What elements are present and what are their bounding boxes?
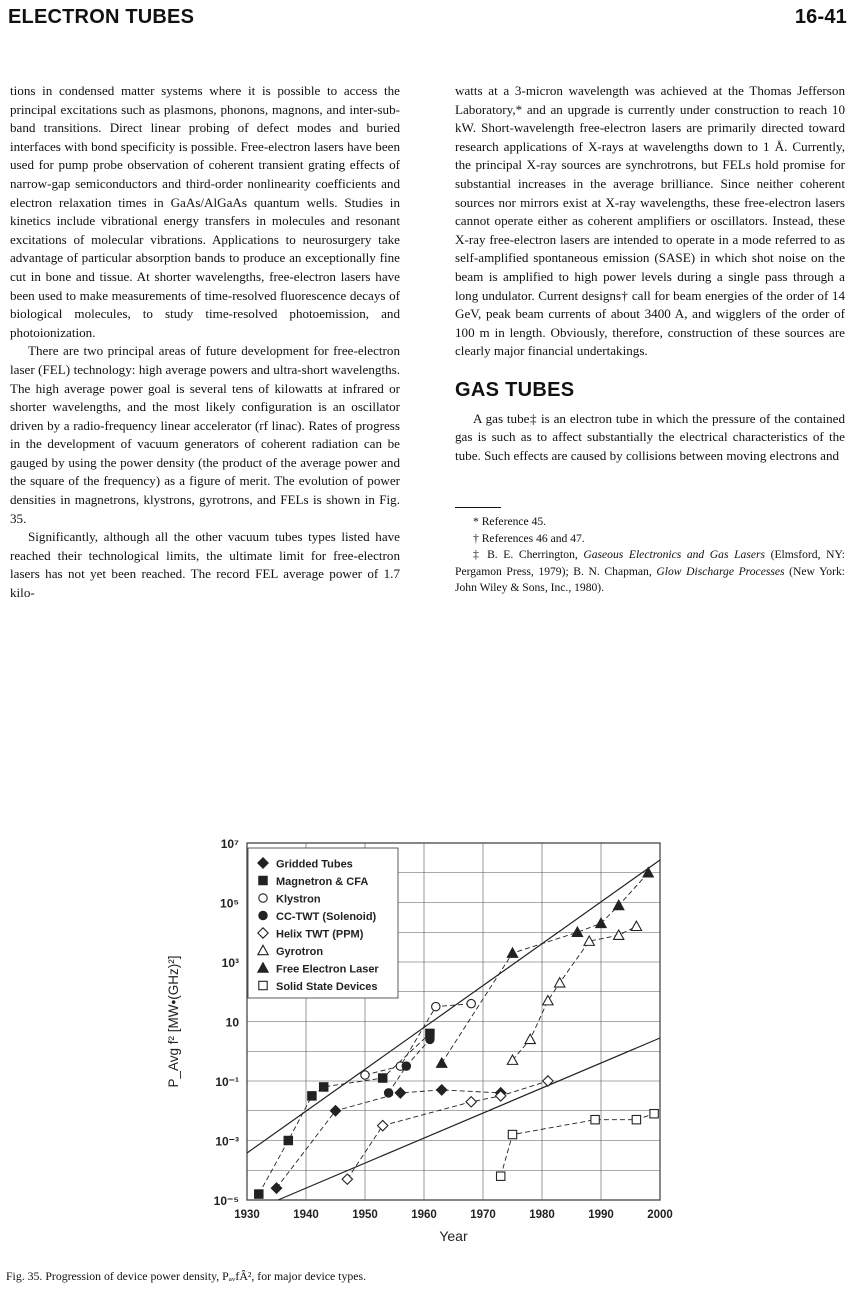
y-tick-label: 10⁻¹ xyxy=(215,1075,239,1089)
series-line xyxy=(365,1004,471,1075)
data-point xyxy=(255,1190,263,1198)
legend-label: Gyrotron xyxy=(276,946,324,958)
data-point xyxy=(596,918,606,927)
data-point xyxy=(632,1115,640,1123)
series-line xyxy=(347,1081,548,1179)
x-tick-label: 1950 xyxy=(352,1209,378,1221)
series-group xyxy=(497,1110,659,1181)
y-tick-label: 10⁻⁵ xyxy=(213,1194,239,1208)
y-tick-label: 10³ xyxy=(221,956,239,970)
running-header xyxy=(8,6,847,32)
data-point xyxy=(361,1071,369,1079)
data-point xyxy=(525,1034,535,1043)
footnote-title: Glow Discharge Processes xyxy=(656,564,785,578)
x-tick-label: 1940 xyxy=(293,1209,319,1221)
header-page-number: 16-41 xyxy=(794,6,847,28)
data-point xyxy=(342,1174,352,1184)
section-heading: GAS TUBES xyxy=(455,378,575,401)
data-point xyxy=(320,1083,328,1091)
footnote: † References 46 and 47. xyxy=(473,531,585,545)
series-group xyxy=(507,921,641,1064)
legend-label: Magnetron & CFA xyxy=(276,876,369,888)
left-column xyxy=(10,82,400,603)
footnotes xyxy=(455,514,845,597)
data-point xyxy=(543,995,553,1004)
data-point xyxy=(259,981,267,989)
data-point xyxy=(643,868,653,877)
legend-label: Gridded Tubes xyxy=(276,858,353,871)
paragraph: tions in condensed matter systems where it is possible to access the principal excitations such as plasmons, phonons, magnons, and inter-sub-band transitions. Direct linear probing of defect modes and buried interfaces with bond specificity is possible. Free-electron lasers have been used for pump probe observation of coherent transient grating effects of narrow-gap semiconductors and third-order nonlinearity coefficients and electron relaxation times in GaAs/AlGaAs quantum wells. Studies in kinetics include vibrational energy transfers in molecules and resonant excitations of molecular vibrations. Applications to neurosurgery take advantage of particular absorption bands to produce an exceptionally fine cut in bone and tissue. At shorter wavelengths, free-electron lasers have been used to make measurements of time-resolved fluorescence decays of biological molecules, to study time-resolved photoemission, and photoionization. xyxy=(10,83,400,340)
data-point xyxy=(614,900,624,909)
y-tick-label: 10 xyxy=(225,1015,239,1030)
data-point xyxy=(308,1092,316,1100)
x-tick-label: 1970 xyxy=(470,1209,496,1221)
series-group xyxy=(437,868,654,1068)
series-group xyxy=(384,1035,434,1097)
footnote-text: (New York: John Wiley & Sons, Inc., 1980). xyxy=(455,564,845,595)
legend-label: Klystron xyxy=(276,893,321,906)
series-line xyxy=(501,1114,654,1177)
series-group xyxy=(361,999,476,1079)
data-point xyxy=(591,1115,599,1123)
x-tick-label: 1930 xyxy=(234,1209,260,1221)
data-point xyxy=(508,1130,516,1138)
paragraph: watts at a 3-micron wavelength was achieved at the Thomas Jefferson Laboratory,* and an upgrade is currently under construction to reach 10 kW. Short-wavelength free-electron lasers are primarily directed toward research applications of X-rays at wavelengths down to 1 Å. Currently, the principal X-ray sources are synchrotrons, but FELs hold promise for substantial increases in the average brilliance. Since neither coherent sources nor mirrors exist at X-ray wavelengths, these free-electron lasers cannot operate either as coherent amplifiers or oscillators. Instead, these X-ray free-electron lasers are intended to operate in a mode referred to as self-amplified spontaneous emission (SASE) in which shot noise on the beam is amplified to high power levels during a single pass through a long undulator. Current designs† call for beam energies of the order of 14 GeV, peak beam currents of about 3400 A, and wigglers of the order of 100 m in length. Obviously, therefore, construction of these sources are clearly major financial undertakings. xyxy=(455,83,845,359)
legend-label: Solid State Devices xyxy=(276,981,378,993)
data-point xyxy=(507,1055,517,1064)
x-axis-label: Year xyxy=(439,1228,468,1244)
data-point xyxy=(395,1088,405,1098)
paragraph: Significantly, although all the other vacuum tubes types listed have reached their technological limits, the ultimate limit for free-electron lasers has not yet been reached. The record FEL average power of 1.7 kilo- xyxy=(10,529,400,601)
data-point xyxy=(467,999,475,1007)
data-point xyxy=(378,1120,388,1130)
header-section-title: ELECTRON TUBES xyxy=(8,6,195,28)
legend-label: CC-TWT (Solenoid) xyxy=(276,911,377,923)
x-tick-label: 1980 xyxy=(529,1209,555,1221)
chart-legend xyxy=(248,848,398,998)
data-point xyxy=(631,921,641,930)
y-axis-label: P_Avg f² [MW•(GHz)²] xyxy=(166,955,181,1088)
data-point xyxy=(259,911,267,919)
footnote-rule xyxy=(455,507,501,508)
series-line xyxy=(277,1090,501,1188)
data-point xyxy=(259,894,267,902)
y-tick-label: 10⁷ xyxy=(220,838,239,851)
y-tick-label: 10⁵ xyxy=(220,896,239,911)
data-point xyxy=(384,1089,392,1097)
chart-axes xyxy=(166,838,673,1244)
legend-box xyxy=(248,848,398,998)
right-column xyxy=(455,82,845,597)
data-point xyxy=(271,1183,281,1193)
legend-label: Free Electron Laser xyxy=(276,963,379,976)
paragraph: A gas tube‡ is an electron tube in which the pressure of the contained gas is such as to affect substantially the electrical characteristics of the tube. Such effects are caused by collisions between moving electrons and xyxy=(455,410,845,463)
data-point xyxy=(650,1110,658,1118)
footnote xyxy=(455,547,845,597)
data-point xyxy=(614,930,624,939)
data-point xyxy=(497,1172,505,1180)
paragraph: There are two principal areas of future development for free-electron laser (FEL) technology: high average powers and ultra-short wavelengths. The high average power goal is several tens of kilowatts at infrared or shorter wavelengths, and the most likely configuration is an oscillator driven by a radio-frequency linear accelerator (rf linac). Rates of progress in the development of vacuum generators of coherent radiation can be gauged by using the power density (the product of the average power and the square of the frequency) as a figure of merit. The evolution of power densities in magnetrons, klystrons, gyrotrons, and FELs is shown in Fig. 35. xyxy=(10,343,400,526)
data-point xyxy=(402,1062,410,1070)
x-tick-label: 2000 xyxy=(647,1209,673,1221)
data-point xyxy=(507,948,517,957)
footnote: * Reference 45. xyxy=(473,515,547,529)
footnote-title: Gaseous Electronics and Gas Lasers xyxy=(583,548,765,562)
x-tick-label: 1990 xyxy=(588,1209,614,1221)
data-point xyxy=(555,978,565,987)
data-point xyxy=(330,1106,340,1116)
data-point xyxy=(466,1097,476,1107)
data-point xyxy=(432,1002,440,1010)
footnote-text: (Elmsford, NY: Pergamon Press, 1979); B. N. Chapman, xyxy=(455,548,845,578)
data-point xyxy=(259,876,267,884)
data-point xyxy=(572,927,582,936)
y-tick-label: 10⁻³ xyxy=(215,1134,239,1149)
figure-caption xyxy=(6,1269,366,1284)
data-point xyxy=(437,1085,447,1095)
footnote-text: ‡ B. E. Cherrington, xyxy=(473,548,584,562)
series-line xyxy=(442,873,649,1063)
data-point xyxy=(426,1035,434,1043)
data-point xyxy=(379,1074,387,1082)
x-tick-label: 1960 xyxy=(411,1209,437,1221)
data-point xyxy=(437,1058,447,1067)
series-group xyxy=(342,1076,553,1185)
caption-text: Fig. 35. Progression of device power density, PₐᵥfÂ², for major device types. xyxy=(6,1269,367,1283)
legend-label: Helix TWT (PPM) xyxy=(276,928,364,941)
data-point xyxy=(284,1136,292,1144)
power-density-chart xyxy=(150,838,710,1248)
trend-line xyxy=(278,1038,660,1200)
